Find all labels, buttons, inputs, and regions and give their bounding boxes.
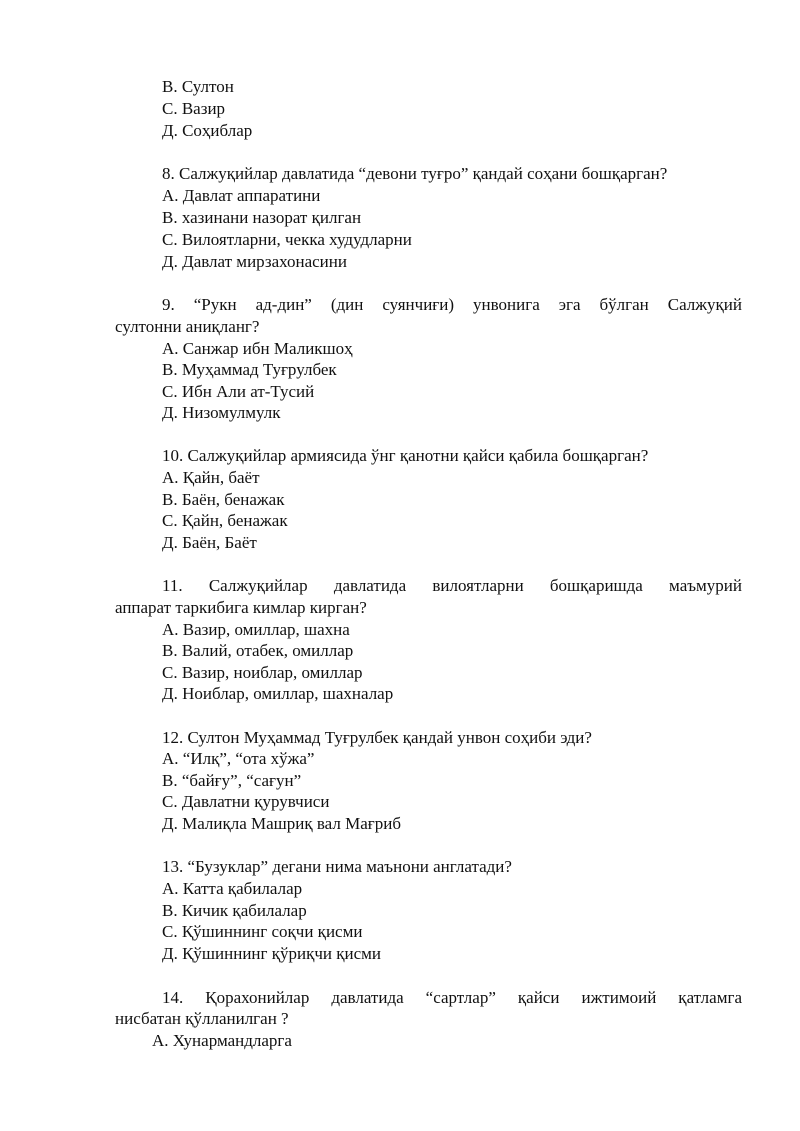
option-a: А. Давлат аппаратини	[162, 186, 321, 205]
option-c: С. Вазир, ноиблар, омиллар	[162, 663, 363, 682]
question-9-line-2: султонни аниқланг?	[115, 317, 260, 336]
option-a: А. Вазир, омиллар, шахна	[162, 620, 350, 639]
option-b: В. “байғу”, “сағун”	[162, 771, 302, 790]
option-a: А. Хунармандларга	[152, 1031, 292, 1050]
option-b: В. хазинани назорат қилган	[162, 208, 362, 227]
option-d: Д. Низомулмулк	[162, 403, 281, 422]
option-c: С. Қўшиннинг соқчи қисми	[162, 922, 363, 941]
option-a: А. Санжар ибн Маликшоҳ	[162, 339, 353, 358]
question-8: 8. Салжуқийлар давлатида “девони туғро” қандай соҳани бошқарган?	[162, 164, 668, 183]
option-c: С. Вазир	[162, 99, 226, 118]
question-10: 10. Салжуқийлар армиясида ўнг қанотни қайси қабила бошқарган?	[162, 446, 649, 465]
question-14-line-1: 14. Қорахонийлар давлатида “сартлар” қайси ижтимоий қатламга	[162, 988, 742, 1007]
option-a: А. “Илқ”, “ота хўжа”	[162, 749, 315, 768]
question-14-line-2: нисбатан қўлланилган ?	[115, 1009, 289, 1028]
option-d: Д. Соҳиблар	[162, 121, 253, 140]
option-c: С. Давлатни қурувчиси	[162, 792, 330, 811]
option-d: Д. Баён, Баёт	[162, 533, 257, 552]
option-c: С. Вилоятларни, чекка худудларни	[162, 230, 412, 249]
option-a: А. Катта қабилалар	[162, 879, 303, 898]
question-11-line-2: аппарат таркибига кимлар кирган?	[115, 598, 367, 617]
option-d: Д. Қўшиннинг қўриқчи қисми	[162, 944, 382, 963]
option-a: А. Қайн, баёт	[162, 468, 260, 487]
question-9-line-1: 9. “Рукн ад-дин” (дин суянчиғи) унвонига эга бўлган Салжуқий	[162, 295, 742, 314]
option-b: В. Султон	[162, 77, 234, 96]
option-c: С. Қайн, бенажак	[162, 511, 288, 530]
question-13: 13. “Бузуклар” дегани нима маънони англатади?	[162, 857, 512, 876]
question-11-line-1: 11. Салжуқийлар давлатида вилоятларни бошқаришда маъмурий	[162, 576, 742, 595]
question-12: 12. Султон Муҳаммад Туғрулбек қандай унвон соҳиби эди?	[162, 728, 592, 747]
option-d: Д. Давлат мирзахонасини	[162, 252, 347, 271]
option-c: С. Ибн Али ат-Тусий	[162, 382, 315, 401]
option-d: Д. Ноиблар, омиллар, шахналар	[162, 684, 394, 703]
option-b: В. Кичик қабилалар	[162, 901, 307, 920]
option-b: В. Валий, отабек, омиллар	[162, 641, 354, 660]
option-d: Д. Малиқла Машриқ вал Мағриб	[162, 814, 401, 833]
option-b: В. Муҳаммад Туғрулбек	[162, 360, 337, 379]
option-b: В. Баён, бенажак	[162, 490, 285, 509]
